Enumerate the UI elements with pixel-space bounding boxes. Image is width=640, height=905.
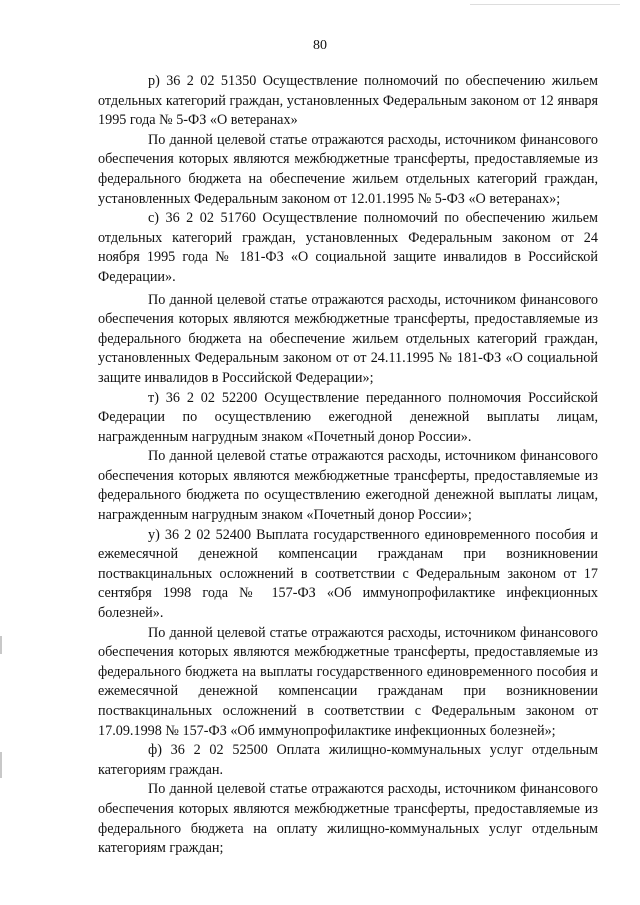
paragraph-item-u: у) 36 2 02 52400 Выплата государственного единовременного пособия и ежемесячной денежной компенсации гражданам при возникновении поствакцинальных осложнений в соответствии с Федеральным законом от 17 сентября 1998 года № 157-ФЗ «Об иммунопрофилактике инфекционных болезней». [98, 526, 598, 622]
paragraph-description: По данной целевой статье отражаются расходы, источником финансового обеспечения которых являются межбюджетные трансферты, предоставляемые из федерального бюджета на выплаты государственного единовременного пособия и ежемесячной денежной компенсации гражданам при возникновении поствакцинальных осложнений в соответствии с Федеральным законом от 17.09.1998 № 157-ФЗ «Об иммунопрофилактике инфекционных болезней»; [98, 624, 598, 739]
paragraph-description: По данной целевой статье отражаются расходы, источником финансового обеспечения которых являются межбюджетные трансферты, предоставляемые из федерального бюджета на оплату жилищно-коммунальных услуг отдельным категориям граждан; [98, 781, 598, 857]
paragraph-item-t: т) 36 2 02 52200 Осуществление переданного полномочия Российской Федерации по осуществлению ежегодной денежной выплаты лицам, награжденным нагрудным знаком «Почетный донор России». [98, 389, 598, 445]
scan-top-line [470, 4, 620, 5]
paragraph-item-f: ф) 36 2 02 52500 Оплата жилищно-коммунальных услуг отдельным категориям граждан. [98, 742, 598, 778]
paragraph-description: По данной целевой статье отражаются расходы, источником финансового обеспечения которых являются межбюджетные трансферты, предоставляемые из федерального бюджета на обеспечение жильем отдельных категорий граждан, установленных Федеральным законом от 12.01.1995 № 5-ФЗ «О ветеранах»; [98, 131, 598, 207]
paragraph-description: По данной целевой статье отражаются расходы, источником финансового обеспечения которых являются межбюджетные трансферты, предоставляемые из федерального бюджета на обеспечение жильем отдельных категорий граждан, установленных Федеральным законом от от 24.11.1995 № 181-ФЗ «О социальной защите инвалидов в Российской Федерации»; [98, 291, 598, 386]
scan-edge-mark [0, 752, 2, 778]
document-body [98, 72, 598, 859]
page-number: 80 [313, 38, 327, 53]
paragraph-item-r: р) 36 2 02 51350 Осуществление полномочий по обеспечению жильем отдельных категорий граждан, установленных Федеральным законом от 12 января 1995 года № 5-ФЗ «О ветеранах» [98, 73, 598, 129]
scan-edge-mark [0, 636, 2, 654]
paragraph-item-s: с) 36 2 02 51760 Осуществление полномочий по обеспечению жильем отдельных категорий граждан, установленных Федеральным законом от 24 ноября 1995 года № 181-ФЗ «О социальной защите инвалидов в Российской Федерации». [98, 210, 598, 285]
paragraph-description: По данной целевой статье отражаются расходы, источником финансового обеспечения которых являются межбюджетные трансферты, предоставляемые из федерального бюджета по осуществлению ежегодной денежной выплаты лицам, награжденным нагрудным знаком «Почетный донор России»; [98, 448, 598, 524]
